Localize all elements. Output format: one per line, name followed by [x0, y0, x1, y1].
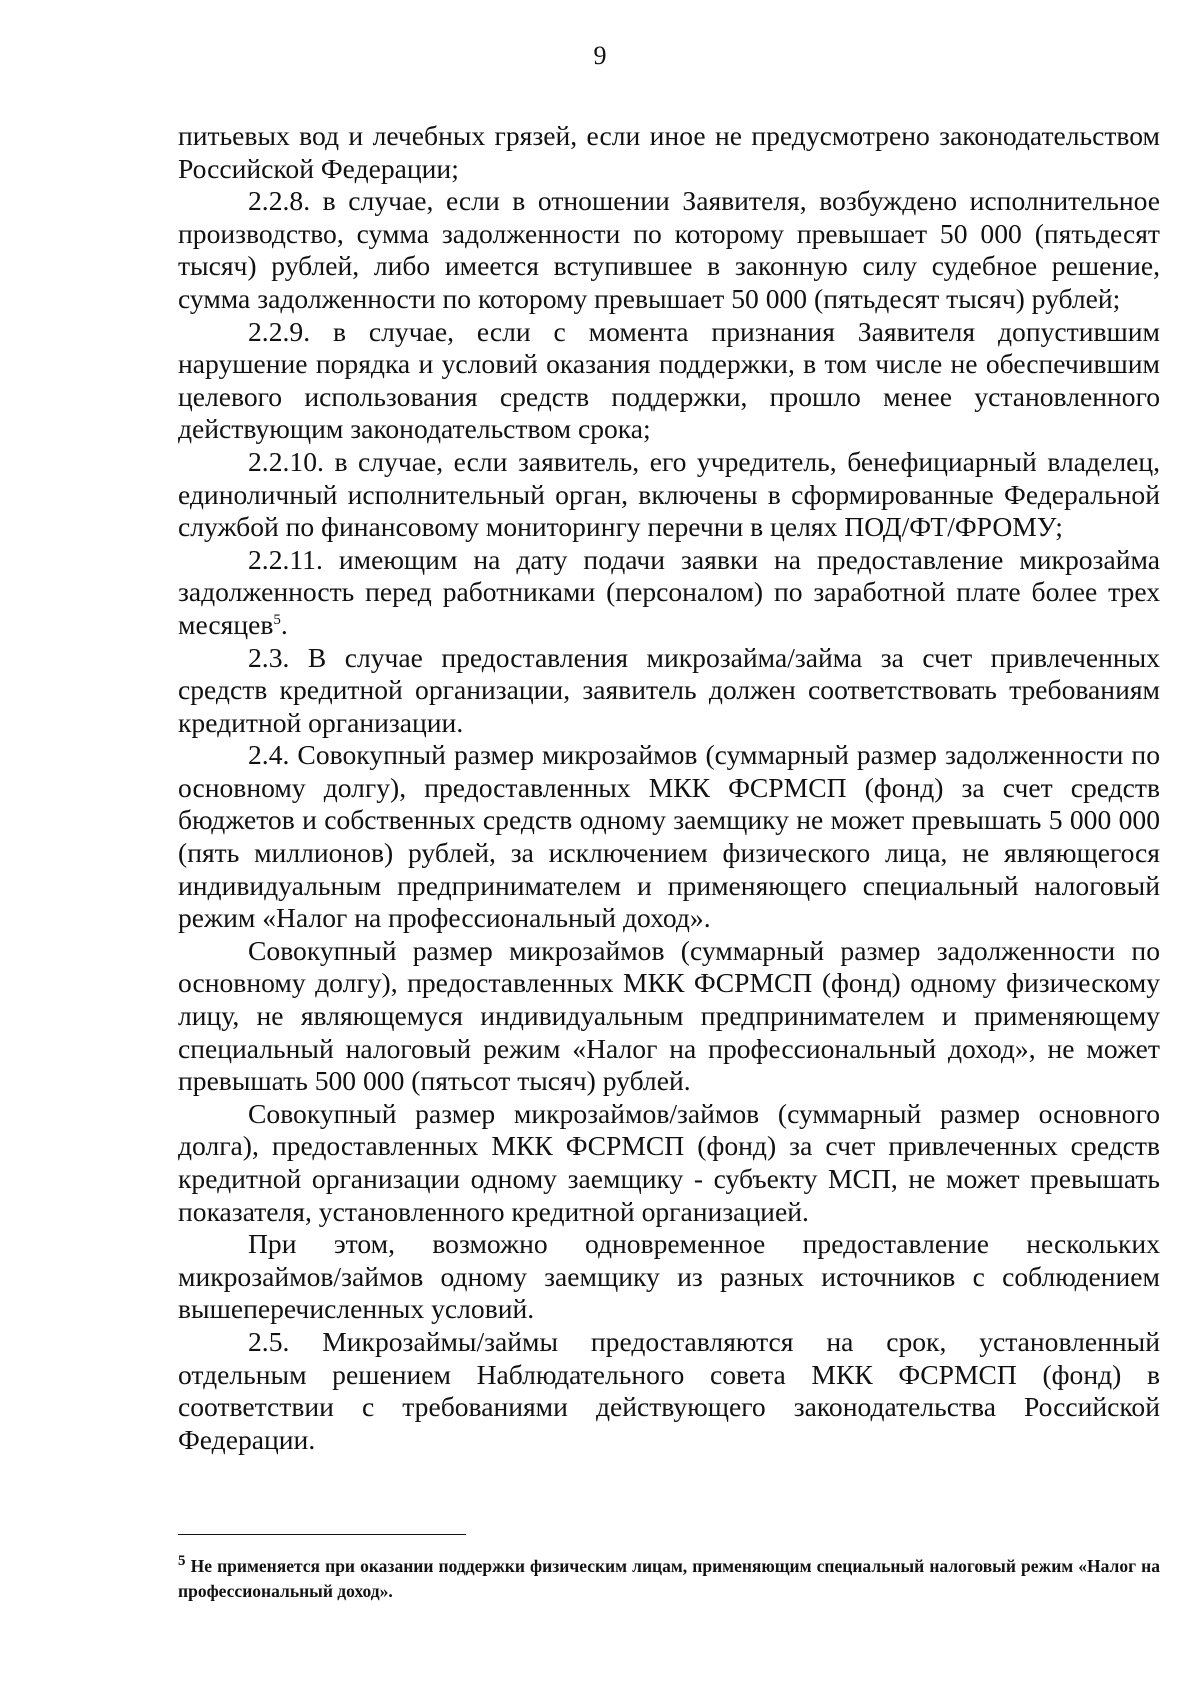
paragraph-2-2-11-text: 2.2.11. имеющим на дату подачи заявки на предоставление микрозайма задолженность перед работниками (персоналом) по заработной плате более трех месяцев	[178, 543, 1160, 640]
paragraph-2-2-11-end: .	[280, 608, 288, 640]
footnote	[178, 1554, 1160, 1604]
paragraph-2-5: 2.5. Микрозаймы/займы предоставляются на срок, установленный отдельным решением Наблюдательного совета МКК ФСРМСП (фонд) в соответствии с требованиями действующего законодательства Российской Федерации.	[178, 1325, 1160, 1455]
paragraph-2-4-multiple-loans: При этом, возможно одновременное предоставление нескольких микрозаймов/займов одному заемщику из разных источников с соблюдением вышеперечисленных условий.	[178, 1228, 1160, 1325]
paragraph-2-4-individuals: Совокупный размер микрозаймов (суммарный размер задолженности по основному долгу), предоставленных МКК ФСРМСП (фонд) одному физическому лицу, не являющемуся индивидуальным предпринимателем и применяющему специальный налоговый режим «Налог на профессиональный доход», не может превышать 500 000 (пятьсот тысяч) рублей.	[178, 934, 1160, 1097]
document-body	[178, 120, 1160, 1456]
footnote-marker: 5	[178, 1553, 186, 1570]
paragraph-continuation: питьевых вод и лечебных грязей, если иное не предусмотрено законодательством Российской Федерации;	[178, 120, 1160, 184]
footnote-divider	[178, 1534, 466, 1535]
paragraph-2-4-credit-org: Совокупный размер микрозаймов/займов (суммарный размер основного долга), предоставленных МКК ФСРМСП (фонд) за счет привлеченных средств кредитной организации одному заемщику - субъекту МСП, не может превышать показателя, установленного кредитной организацией.	[178, 1097, 1160, 1227]
footnote-text: Не применяется при оказании поддержки физическим лицам, применяющим специальный налоговый режим «Налог на профессиональный доход».	[178, 1556, 1160, 1601]
paragraph-2-2-11	[178, 544, 1160, 642]
paragraph-2-2-8: 2.2.8. в случае, если в отношении Заявителя, возбуждено исполнительное производство, сумма задолженности по которому превышает 50 000 (пятьдесят тысяч) рублей, либо имеется вступившее в законную силу судебное решение, сумма задолженности по которому превышает 50 000 (пятьдесят тысяч) рублей;	[178, 185, 1160, 314]
paragraph-2-2-10: 2.2.10. в случае, если заявитель, его учредитель, бенефициарный владелец, единоличный исполнительный орган, включены в сформированные Федеральной службой по финансовому мониторингу перечни в целях ПОД/ФТ/ФРОМУ;	[178, 445, 1160, 543]
footnote-reference: 5	[273, 611, 281, 628]
paragraph-2-2-9: 2.2.9. в случае, если с момента признания Заявителя допустившим нарушение порядка и условий оказания поддержки, в том числе не обеспечившим целевого использования средств поддержки, прошло менее установленного действующим законодательством срока;	[178, 315, 1160, 445]
page-number: 9	[593, 41, 607, 70]
paragraph-2-4: 2.4. Совокупный размер микрозаймов (суммарный размер задолженности по основному долгу), предоставленных МКК ФСРМСП (фонд) за счет средств бюджетов и собственных средств одному заемщику не может превышать 5 000 000 (пять миллионов) рублей, за исключением физического лица, не являющегося индивидуальным предпринимателем и применяющего специальный налоговый режим «Налог на профессиональный доход».	[178, 739, 1160, 934]
paragraph-2-3: 2.3. В случае предоставления микрозайма/займа за счет привлеченных средств кредитной организации, заявитель должен соответствовать требованиям кредитной организации.	[178, 641, 1160, 738]
